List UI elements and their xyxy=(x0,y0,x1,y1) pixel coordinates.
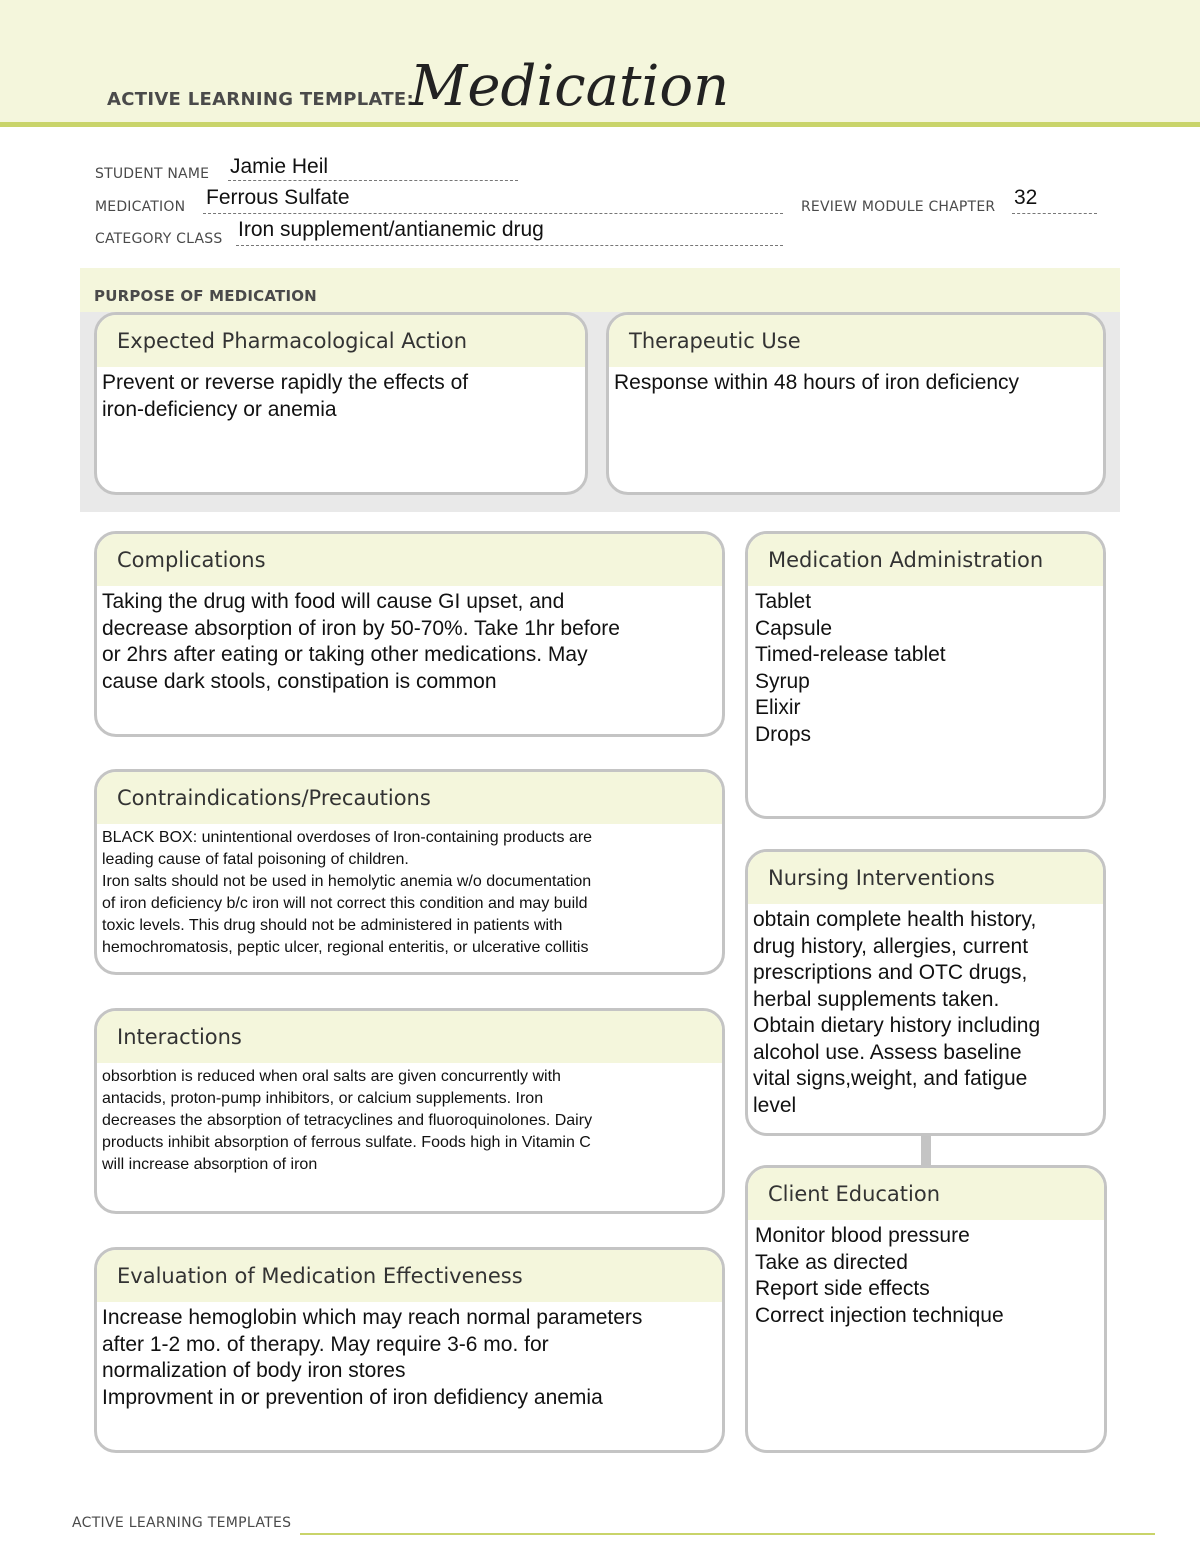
student-name-line xyxy=(228,180,518,181)
therapeutic-use-body[interactable]: Response within 48 hours of iron deficiency xyxy=(614,371,1020,394)
client-education-body[interactable]: Monitor blood pressure Take as directed Report side effects Correct injection technique xyxy=(755,1224,1004,1327)
review-module-field[interactable]: 32 xyxy=(1014,186,1038,209)
page-title: Medication xyxy=(410,54,730,119)
student-name-label: STUDENT NAME xyxy=(95,166,210,182)
category-class-field[interactable]: Iron supplement/antianemic drug xyxy=(238,218,544,241)
therapeutic-use-card[interactable] xyxy=(606,312,1106,495)
client-education-card[interactable] xyxy=(745,1165,1107,1453)
medication-administration-body[interactable]: Tablet Capsule Timed-release tablet Syrup Elixir Drops xyxy=(755,590,946,746)
medication-line xyxy=(203,213,783,214)
expected-action-title: Expected Pharmacological Action xyxy=(97,315,585,367)
client-education-title: Client Education xyxy=(748,1168,1104,1220)
contraindications-card[interactable] xyxy=(94,769,725,975)
review-module-line xyxy=(1012,213,1097,214)
footer-rule xyxy=(300,1533,1155,1535)
evaluation-body[interactable]: Increase hemoglobin which may reach normal parameters after 1-2 mo. of therapy. May require 3-6 mo. for normalization of body iron stores Improvment in or prevention of iron defidiency anemia xyxy=(102,1306,643,1409)
interactions-title: Interactions xyxy=(97,1011,722,1063)
nursing-interventions-title: Nursing Interventions xyxy=(748,852,1103,904)
therapeutic-use-title: Therapeutic Use xyxy=(609,315,1103,367)
medication-field[interactable]: Ferrous Sulfate xyxy=(206,186,350,209)
header-rule xyxy=(0,122,1200,127)
medication-administration-card[interactable] xyxy=(745,531,1106,819)
expected-action-body[interactable]: Prevent or reverse rapidly the effects of iron-deficiency or anemia xyxy=(102,371,469,421)
complications-card[interactable] xyxy=(94,531,725,737)
interactions-body[interactable]: obsorbtion is reduced when oral salts are given concurrently with antacids, proton-pump inhibitors, or calcium supplements. Iron decreases the absorption of tetracyclines and fluoroquinolones. Dairy products inhibit absorption of ferrous sulfate. Foods high in Vitamin C will increase absorption of iron xyxy=(102,1068,593,1173)
nursing-interventions-card[interactable] xyxy=(745,849,1106,1136)
category-class-line xyxy=(236,245,783,246)
category-class-label: CATEGORY CLASS xyxy=(95,231,223,247)
evaluation-title: Evaluation of Medication Effectiveness xyxy=(97,1250,722,1302)
complications-body[interactable]: Taking the drug with food will cause GI upset, and decrease absorption of iron by 50-70%. Take 1hr before or 2hrs after eating or taking other medications. May cause dark stools, constipation is common xyxy=(102,590,620,693)
header-kicker: ACTIVE LEARNING TEMPLATE: xyxy=(107,89,414,110)
nursing-interventions-body[interactable]: obtain complete health history, drug history, allergies, current prescriptions and OTC drugs, herbal supplements taken. Obtain dietary history including alcohol use. Assess baseline vital signs,weight, and fatigue level xyxy=(753,908,1041,1117)
connector-bar xyxy=(921,1136,931,1166)
evaluation-card[interactable] xyxy=(94,1247,725,1453)
expected-action-card[interactable] xyxy=(94,312,588,495)
review-module-label: REVIEW MODULE CHAPTER xyxy=(801,199,996,215)
purpose-label: PURPOSE OF MEDICATION xyxy=(94,287,317,305)
contraindications-body[interactable]: BLACK BOX: unintentional overdoses of Iron-containing products are leading cause of fatal poisoning of children. Iron salts should not be used in hemolytic anemia w/o documentation of iron deficiency b/c iron will not correct this condition and may build toxic levels. This drug should not be administered in patients with hemochromatosis, peptic ulcer, regional enteritis, or ulcerative collitis xyxy=(102,829,593,956)
student-name-field[interactable]: Jamie Heil xyxy=(230,155,329,178)
medication-label: MEDICATION xyxy=(95,199,186,215)
interactions-card[interactable] xyxy=(94,1008,725,1214)
medication-administration-title: Medication Administration xyxy=(748,534,1103,586)
contraindications-title: Contraindications/Precautions xyxy=(97,772,722,824)
footer-text: ACTIVE LEARNING TEMPLATES xyxy=(72,1515,292,1531)
complications-title: Complications xyxy=(97,534,722,586)
